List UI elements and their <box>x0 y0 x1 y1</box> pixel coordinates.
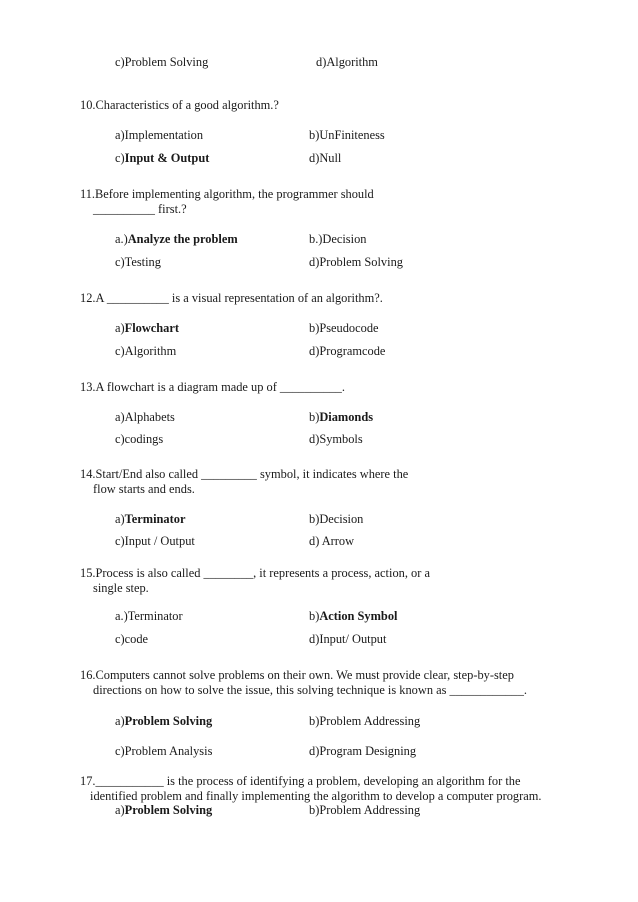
q10-option-a: a)Implementation <box>115 128 204 142</box>
q14-option-c: c)Input / Output <box>115 534 195 548</box>
question-11: 11.Before implementing algorithm, the programmer should __________ first.? <box>80 187 374 216</box>
q13-option-c: c)codings <box>115 432 164 446</box>
q16-option-c: c)Problem Analysis <box>115 744 213 758</box>
question-15: 15.Process is also called ________, it represents a process, action, or a single step. <box>80 566 430 595</box>
question-16: 16.Computers cannot solve problems on their own. We must provide clear, step-by-step directions on how to solve the issue, this solving technique is known as ____________. <box>80 668 527 697</box>
q14-option-a: a)Terminator <box>115 512 186 526</box>
q10-option-d: d)Null <box>309 151 342 165</box>
question-13: 13.A flowchart is a diagram made up of __________. <box>80 380 345 394</box>
question-12: 12.A __________ is a visual representation of an algorithm?. <box>80 291 383 305</box>
question-10: 10.Characteristics of a good algorithm.? <box>80 98 279 112</box>
q15-option-b: b)Action Symbol <box>309 609 398 623</box>
q10-option-b: b)UnFiniteness <box>309 128 385 142</box>
q11-option-a: a.)Analyze the problem <box>115 232 238 246</box>
q12-option-b: b)Pseudocode <box>309 321 379 335</box>
question-17: 17.___________ is the process of identifying a problem, developing an algorithm for the identified problem and finally implementing the algorithm to develop a computer program. <box>80 774 542 803</box>
option-d: d)Algorithm <box>316 55 378 69</box>
q14-option-b: b)Decision <box>309 512 364 526</box>
q10-option-c: c)Input & Output <box>115 151 210 165</box>
q11-option-c: c)Testing <box>115 255 161 269</box>
q17-option-b: b)Problem Addressing <box>309 803 421 817</box>
q12-option-d: d)Programcode <box>309 344 386 358</box>
q13-option-d: d)Symbols <box>309 432 363 446</box>
q17-option-a: a)Problem Solving <box>115 803 213 817</box>
q16-option-a: a)Problem Solving <box>115 714 213 728</box>
q13-option-a: a)Alphabets <box>115 410 175 424</box>
q16-option-b: b)Problem Addressing <box>309 714 421 728</box>
q14-option-d: d) Arrow <box>309 534 355 548</box>
q12-option-a: a)Flowchart <box>115 321 180 335</box>
q12-option-c: c)Algorithm <box>115 344 177 358</box>
q11-option-d: d)Problem Solving <box>309 255 403 269</box>
q15-option-c: c)code <box>115 632 149 646</box>
q11-option-b: b.)Decision <box>309 232 367 246</box>
question-14: 14.Start/End also called _________ symbol, it indicates where the flow starts and ends. <box>80 467 409 496</box>
q15-option-a: a.)Terminator <box>115 609 183 623</box>
q15-option-d: d)Input/ Output <box>309 632 387 646</box>
option-c: c)Problem Solving <box>115 55 209 69</box>
q13-option-b: b)Diamonds <box>309 410 374 424</box>
q16-option-d: d)Program Designing <box>309 744 417 758</box>
